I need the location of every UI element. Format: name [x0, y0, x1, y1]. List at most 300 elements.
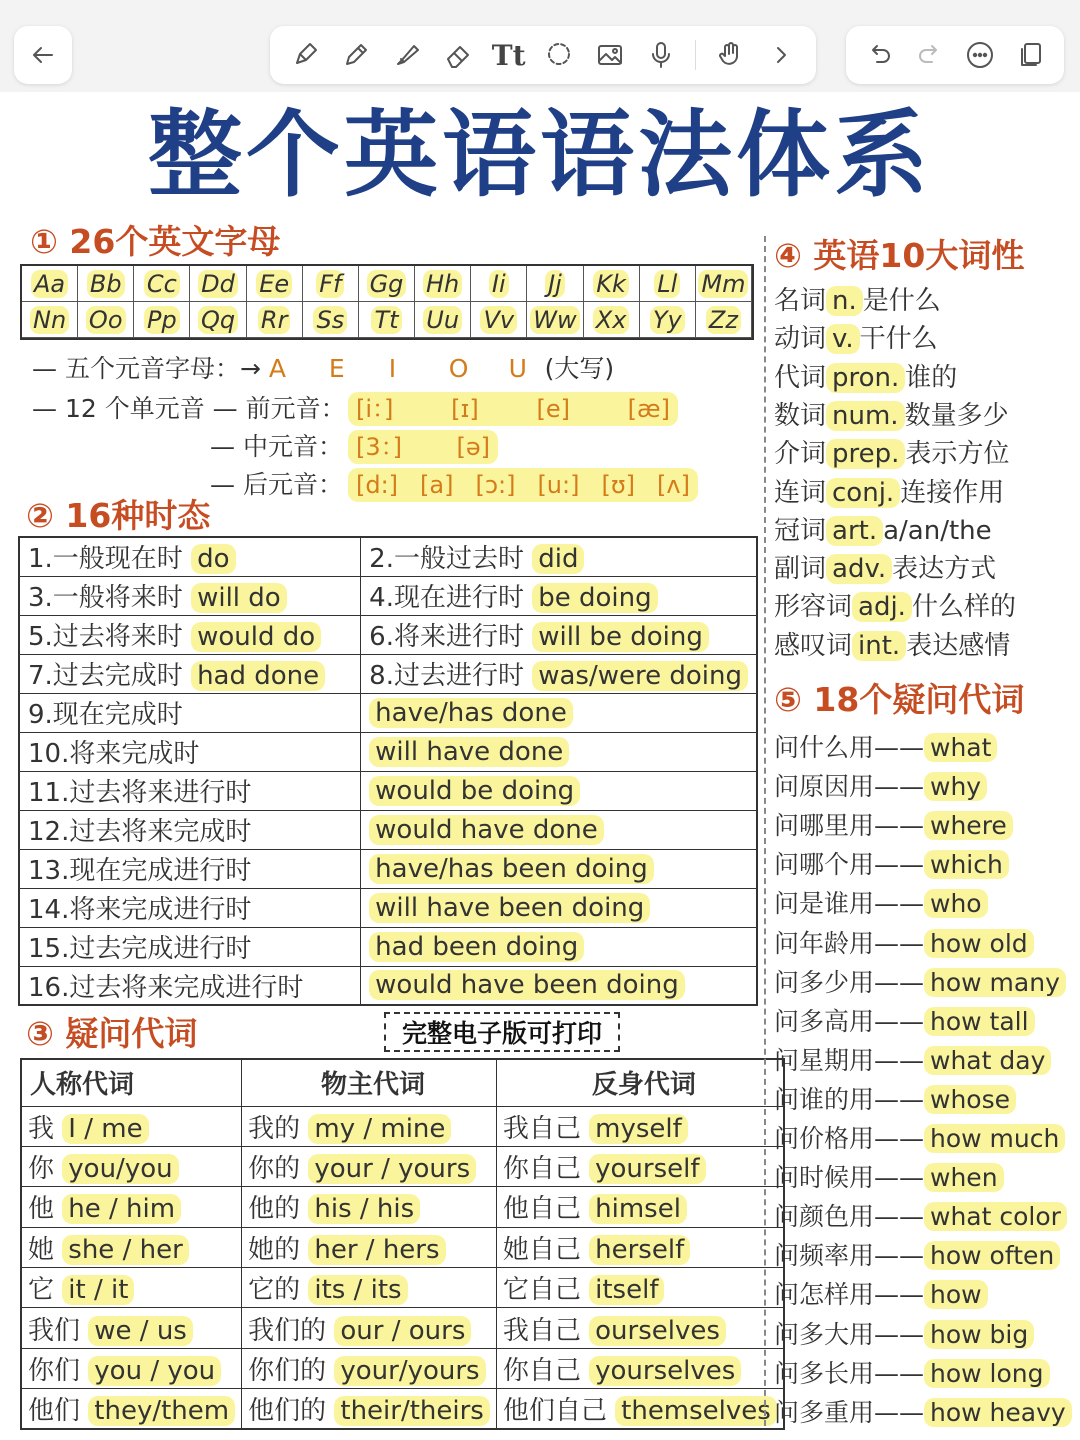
tense-row: [19, 732, 757, 771]
page-title: 整个英语语法体系: [147, 101, 932, 210]
letter-pair: Yy: [650, 306, 685, 334]
pronoun-form: your/yours: [334, 1356, 485, 1386]
tense-row: [19, 576, 757, 615]
alphabet-cell: [303, 302, 359, 338]
section1-heading: ① 26个英文字母: [30, 222, 281, 261]
pos-desc: 数量多少: [904, 400, 1009, 431]
tense-row: [19, 654, 757, 693]
tense-table: [18, 536, 758, 1006]
tense-name: 9.现在完成时: [28, 700, 183, 730]
section5-heading: ⑤ 18个疑问代词: [774, 680, 1025, 719]
pages-icon[interactable]: [1014, 38, 1048, 72]
pronoun-form: your / yours: [308, 1154, 476, 1184]
back-arrow-icon: [26, 38, 60, 72]
pos-item: [774, 627, 1010, 665]
text-tool-icon[interactable]: Tt: [491, 38, 526, 72]
tense-cell: [361, 966, 757, 1005]
pronoun-label: 我们的: [248, 1315, 327, 1346]
question-word: how tall: [924, 1007, 1035, 1036]
pronoun-row: [21, 1106, 784, 1146]
question-prompt: 问多重用——: [774, 1397, 925, 1427]
pronoun-form: himsel: [589, 1194, 687, 1224]
phonetic-symbol: [3：]: [356, 433, 402, 461]
pos-item: [774, 359, 957, 397]
tense-row: [19, 810, 757, 849]
pronoun-cell: [242, 1187, 497, 1227]
question-item: [774, 1236, 1060, 1275]
question-prompt: 问星期用——: [774, 1045, 925, 1075]
front-vowels: [348, 392, 678, 426]
tense-name: 15.过去完成进行时: [28, 934, 252, 964]
question-prompt: 问怎样用——: [774, 1280, 925, 1310]
pronoun-cell: [21, 1348, 242, 1388]
pronoun-form: its / its: [308, 1275, 407, 1305]
letter-pair: Ww: [530, 306, 579, 334]
pronoun-cell: [242, 1227, 497, 1267]
pos-item: [774, 435, 1009, 473]
letter-pair: Ee: [256, 270, 292, 298]
letter-pair: Mm: [698, 270, 748, 298]
pronoun-table: [20, 1058, 785, 1430]
pronoun-form: you/you: [62, 1154, 178, 1184]
pronoun-label: 他自己: [502, 1194, 581, 1225]
question-item: [774, 1158, 1004, 1197]
question-item: [774, 767, 987, 806]
pronoun-label: 它自己: [502, 1275, 581, 1306]
letter-pair: Ii: [489, 270, 509, 298]
tense-name: 13.现在完成进行时: [28, 856, 252, 886]
pronoun-label: 我的: [248, 1113, 301, 1144]
question-word: where: [924, 811, 1013, 840]
letter-pair: Oo: [86, 306, 126, 334]
question-item: [774, 806, 1013, 845]
pronoun-form: our / ours: [334, 1316, 471, 1346]
pronoun-cell: [496, 1227, 783, 1267]
tense-row: [19, 615, 757, 654]
image-icon[interactable]: [593, 38, 627, 72]
phonetic-symbol: [u:]: [537, 471, 580, 499]
undo-icon[interactable]: [862, 38, 896, 72]
pronoun-label: 我自己: [502, 1113, 581, 1144]
pronoun-cell: [496, 1146, 783, 1186]
tense-cell: [361, 888, 757, 927]
tense-cell: [19, 693, 361, 732]
pos-item: [774, 282, 941, 320]
tense-cell: [361, 732, 757, 771]
tense-form: will have done: [369, 737, 569, 767]
letter-pair: Gg: [367, 270, 407, 298]
alphabet-cell: [640, 302, 696, 338]
tense-form: would do: [191, 622, 321, 652]
pronoun-cell: [21, 1146, 242, 1186]
question-item: [774, 1393, 1072, 1432]
hand-icon[interactable]: [713, 38, 747, 72]
back-label: — 后元音：: [210, 470, 343, 499]
pos-desc: 谁的: [905, 362, 958, 393]
question-prompt: 问多少用——: [774, 967, 925, 997]
pronoun-label: 你自己: [502, 1154, 581, 1185]
pronoun-label: 你的: [248, 1154, 301, 1185]
pronoun-row: [21, 1308, 784, 1348]
tense-cell: [361, 771, 757, 810]
pronoun-cell: [21, 1187, 242, 1227]
question-prompt: 问哪个用——: [774, 850, 925, 880]
tense-name: 16.过去将来完成进行时: [28, 972, 304, 1003]
pencil-icon[interactable]: [339, 38, 373, 72]
pronoun-header: 物主代词: [242, 1059, 497, 1106]
question-word: who: [924, 889, 988, 918]
pronoun-cell: [242, 1106, 497, 1146]
pos-item: [774, 474, 1004, 512]
pronoun-label: 我们: [28, 1315, 81, 1346]
pronoun-cell: [242, 1348, 497, 1388]
pronoun-cell: [21, 1389, 242, 1429]
tense-cell: [361, 849, 757, 888]
tense-cell: [19, 888, 361, 927]
pos-abbr: v.: [826, 324, 860, 354]
tense-cell: [19, 771, 361, 810]
pos-abbr: adv.: [826, 554, 892, 584]
vowel-letter: A: [268, 354, 286, 383]
question-item: [774, 1197, 1067, 1236]
pos-desc: 表达感情: [906, 630, 1011, 661]
alphabet-cell: [584, 266, 640, 302]
alphabet-cell: [190, 302, 246, 338]
question-word: how big: [924, 1320, 1034, 1349]
tense-cell: [19, 732, 361, 771]
pos-desc: 表示方位: [905, 439, 1010, 470]
pronoun-cell: [21, 1227, 242, 1267]
pronoun-row: [21, 1348, 784, 1388]
pos-name: 形容词: [774, 592, 853, 623]
alphabet-cell: [303, 266, 359, 302]
tense-cell: [19, 576, 361, 615]
question-prompt: 问多高用——: [774, 1006, 925, 1036]
tense-form: was/were doing: [532, 661, 748, 691]
pronoun-form: I / me: [62, 1114, 148, 1144]
pos-abbr: n.: [826, 286, 863, 316]
alphabet-cell: [527, 266, 583, 302]
pronoun-label: 她的: [248, 1234, 301, 1265]
phonetic-symbol: [ɔ:]: [475, 471, 516, 499]
tense-form: had been doing: [369, 932, 584, 962]
pronoun-label: 你们: [28, 1355, 81, 1386]
alphabet-cell: [696, 266, 752, 302]
alphabet-cell: [584, 302, 640, 338]
question-word: how long: [924, 1359, 1050, 1388]
back-vowels: [348, 468, 698, 502]
question-word: what: [924, 733, 997, 762]
pos-desc: a/an/the: [883, 515, 992, 546]
question-prompt: 问哪里用——: [774, 811, 925, 841]
pronoun-label: 他的: [248, 1194, 301, 1225]
pos-item: [774, 512, 992, 550]
question-prompt: 问价格用——: [774, 1124, 925, 1153]
alphabet-cell: [22, 302, 78, 338]
phonetic-symbol: [ə]: [456, 433, 490, 461]
pronoun-label: 你们的: [248, 1355, 327, 1386]
section3-heading: ③ 疑问代词: [26, 1014, 198, 1053]
pos-abbr: conj.: [826, 478, 900, 508]
question-prompt: 问多大用——: [774, 1319, 925, 1349]
alphabet-cell: [527, 302, 583, 338]
section2-heading: ② 16种时态: [26, 496, 211, 535]
tense-row: [19, 927, 757, 966]
tense-form: be doing: [532, 583, 657, 613]
alphabet-cell: [78, 302, 134, 338]
question-word: how often: [924, 1241, 1060, 1270]
pos-desc: 表达方式: [892, 554, 997, 585]
tense-name: 11.过去将来进行时: [28, 778, 252, 808]
pos-abbr: num.: [826, 401, 905, 431]
pos-abbr: prep.: [826, 439, 905, 469]
alphabet-cell: [78, 266, 134, 302]
pronoun-row: [21, 1389, 784, 1429]
tense-name: 3.一般将来时: [28, 583, 183, 613]
pronoun-form: itself: [589, 1275, 664, 1305]
pronoun-row: [21, 1187, 784, 1227]
tense-row: [19, 849, 757, 888]
tense-cell: [19, 654, 361, 693]
microphone-icon[interactable]: [644, 38, 678, 72]
tense-form: will be doing: [532, 622, 709, 652]
eraser-icon[interactable]: [441, 38, 475, 72]
tense-name: 2.一般过去时: [369, 544, 524, 575]
pronoun-form: his / his: [308, 1194, 420, 1224]
pronoun-form: her / hers: [308, 1235, 445, 1265]
pronoun-cell: [242, 1389, 497, 1429]
question-word: how heavy: [924, 1398, 1072, 1427]
question-item: [774, 1354, 1050, 1393]
question-word: what color: [924, 1202, 1067, 1231]
pronoun-form: yourself: [589, 1154, 705, 1184]
pen-icon[interactable]: [288, 38, 322, 72]
pos-abbr: adj.: [852, 592, 912, 622]
back-button[interactable]: [14, 26, 72, 84]
monophthong-label: — 12 个单元音 — 前元音：: [32, 394, 346, 423]
tense-cell: [19, 849, 361, 888]
pronoun-header: 反身代词: [496, 1059, 783, 1106]
central-vowels: [348, 430, 498, 464]
pronoun-cell: [496, 1106, 783, 1146]
letter-pair: Xx: [593, 306, 630, 334]
pronoun-form: you / you: [88, 1356, 221, 1386]
pronoun-row: [21, 1227, 784, 1267]
question-item: [774, 963, 1066, 1002]
alphabet-cell: [415, 266, 471, 302]
tense-name: 12.过去将来完成时: [28, 817, 252, 847]
alphabet-cell: [640, 266, 696, 302]
pronoun-form: ourselves: [589, 1316, 726, 1346]
alphabet-cell: [247, 302, 303, 338]
pronoun-cell: [242, 1308, 497, 1348]
pronoun-form: we / us: [88, 1316, 193, 1346]
pos-abbr: pron.: [826, 363, 905, 393]
tense-row: [19, 966, 757, 1005]
alphabet-cell: [471, 266, 527, 302]
letter-pair: Zz: [706, 306, 741, 334]
question-item: [774, 884, 988, 923]
pos-name: 名词: [774, 286, 827, 316]
letter-pair: Ff: [316, 270, 344, 298]
pos-item: [774, 588, 1016, 626]
highlighter-icon[interactable]: [390, 38, 424, 72]
pronoun-label: 他们: [28, 1396, 81, 1427]
phonetic-symbol: [ʌ]: [657, 471, 690, 499]
pronoun-row: [21, 1146, 784, 1186]
pos-name: 感叹词: [774, 630, 853, 661]
question-word: how: [924, 1280, 988, 1309]
redo-icon[interactable]: [913, 38, 947, 72]
alphabet-cell: [696, 302, 752, 338]
tense-cell: [361, 693, 757, 732]
pronoun-label: 我: [28, 1113, 55, 1144]
question-item: [774, 924, 1034, 963]
pronoun-form: themselves: [615, 1396, 777, 1426]
tense-name: 1.一般现在时: [28, 544, 183, 575]
phonetic-symbol: [i：]: [356, 395, 394, 423]
letter-pair: Jj: [545, 270, 565, 298]
phonetic-symbol: [d:]: [356, 471, 399, 499]
more-icon[interactable]: [963, 38, 997, 72]
letter-pair: Ll: [654, 270, 680, 298]
vowel-letter: O: [448, 354, 469, 383]
letter-pair: Ss: [313, 306, 347, 334]
pos-desc: 是什么: [862, 286, 941, 316]
pronoun-cell: [496, 1187, 783, 1227]
letter-pair: Bb: [87, 270, 125, 298]
vowel-letter: U: [508, 354, 527, 383]
pronoun-cell: [242, 1268, 497, 1308]
alphabet-cell: [247, 266, 303, 302]
lasso-icon[interactable]: [542, 38, 576, 72]
tense-row: [19, 693, 757, 732]
tense-cell: [19, 927, 361, 966]
alphabet-grid: [20, 264, 754, 340]
pos-desc: 什么样的: [911, 592, 1016, 623]
pos-name: 数词: [774, 400, 827, 431]
letter-pair: Rr: [258, 306, 291, 334]
letter-pair: Pp: [144, 306, 180, 334]
letter-pair: Cc: [144, 270, 180, 298]
tense-row: [19, 888, 757, 927]
tense-cell: [19, 615, 361, 654]
pronoun-label: 它: [28, 1275, 55, 1306]
action-bar: [846, 26, 1064, 84]
vowel-letter: I: [388, 354, 397, 383]
tense-name: 6.将来进行时: [369, 622, 524, 652]
question-word: which: [924, 850, 1009, 879]
print-badge: 完整电子版可打印: [384, 1012, 620, 1052]
tense-form: will have been doing: [369, 893, 650, 923]
pronoun-form: herself: [589, 1235, 690, 1265]
phonetic-symbol: [a]: [420, 471, 454, 499]
tense-row: [19, 771, 757, 810]
question-word: whose: [924, 1085, 1016, 1114]
section4-heading: ④ 英语10大词性: [774, 236, 1025, 275]
tense-cell: [361, 537, 757, 576]
pronoun-label: 她自己: [502, 1234, 581, 1265]
pronoun-header: 人称代词: [21, 1059, 242, 1106]
letter-pair: Kk: [593, 270, 629, 298]
tense-row: [19, 537, 757, 576]
question-prompt: 问是谁用——: [774, 889, 925, 919]
question-word: why: [924, 772, 987, 801]
letter-pair: Nn: [30, 306, 69, 334]
toolbar: [0, 0, 1080, 92]
pronoun-form: he / him: [62, 1194, 181, 1224]
pos-desc: 连接作用: [900, 477, 1005, 508]
pos-name: 副词: [774, 554, 827, 585]
tense-cell: [361, 654, 757, 693]
alphabet-cell: [359, 302, 415, 338]
pronoun-label: 你自己: [502, 1355, 581, 1386]
pos-item: [774, 397, 1009, 435]
tense-name: 14.将来完成进行时: [28, 895, 252, 925]
letter-pair: Vv: [480, 306, 517, 334]
tense-cell: [19, 810, 361, 849]
question-item: [774, 1002, 1035, 1041]
vowels-label: — 五个元音字母：→: [32, 354, 261, 383]
alphabet-cell: [190, 266, 246, 302]
question-prompt: 问时候用——: [774, 1163, 925, 1193]
tense-cell: [361, 927, 757, 966]
pos-item: [774, 550, 996, 588]
pronoun-row: [21, 1268, 784, 1308]
question-item: [774, 728, 997, 767]
question-word: how much: [924, 1124, 1065, 1153]
pronoun-form: they/them: [88, 1396, 235, 1426]
alphabet-cell: [415, 302, 471, 338]
pronoun-label: 他们自己: [502, 1396, 607, 1427]
alphabet-cell: [134, 266, 190, 302]
alphabet-cell: [359, 266, 415, 302]
pronoun-label: 她: [28, 1234, 55, 1265]
pronoun-cell: [21, 1106, 242, 1146]
tense-cell: [19, 537, 361, 576]
question-item: [774, 1080, 1016, 1119]
alphabet-cell: [134, 302, 190, 338]
question-item: [774, 1041, 1051, 1080]
letter-pair: Hh: [423, 270, 462, 298]
pronoun-label: 它的: [248, 1275, 301, 1306]
pronoun-label: 你: [28, 1154, 55, 1185]
pos-abbr: art.: [826, 516, 883, 546]
phonetic-symbol: [e]: [536, 395, 570, 423]
pos-abbr: int.: [852, 631, 906, 661]
tense-form: would have done: [369, 815, 604, 845]
pronoun-form: myself: [589, 1114, 688, 1144]
phonetic-symbol: [ʊ]: [601, 471, 636, 499]
question-item: [774, 1315, 1034, 1354]
tense-form: did: [532, 544, 584, 574]
pos-name: 介词: [774, 439, 827, 470]
pronoun-cell: [496, 1348, 783, 1388]
letter-pair: Uu: [423, 306, 462, 334]
pronoun-cell: [21, 1268, 242, 1308]
chevron-right-icon[interactable]: [764, 38, 798, 72]
vowel-letter: E: [328, 354, 345, 383]
question-prompt: 问什么用——: [774, 733, 925, 762]
question-prompt: 问原因用——: [774, 772, 925, 802]
pronoun-label: 我自己: [502, 1315, 581, 1346]
question-prompt: 问多长用——: [774, 1358, 925, 1388]
phonetic-symbol: [æ]: [627, 395, 670, 423]
drawing-tools-bar: [270, 26, 816, 84]
pos-name: 代词: [774, 362, 827, 393]
pos-item: [774, 320, 938, 358]
tense-form: would be doing: [369, 776, 580, 806]
